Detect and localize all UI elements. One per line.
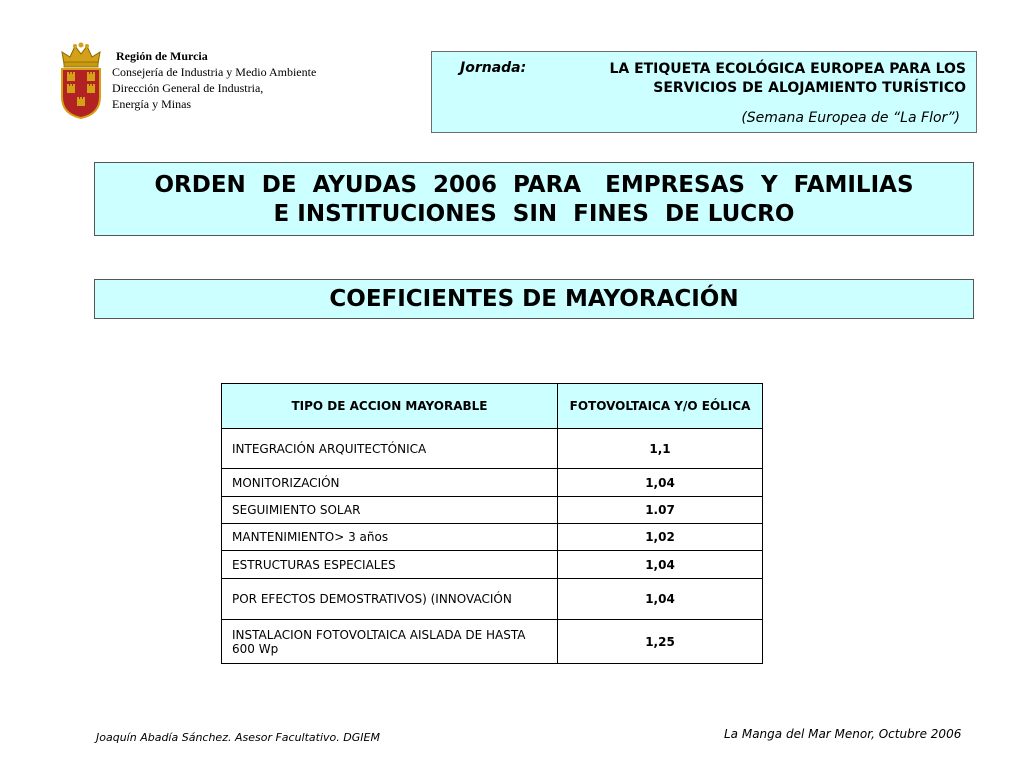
region-name: Región de Murcia: [116, 49, 208, 63]
main-title-box: [94, 162, 974, 236]
section-title-box: [94, 279, 974, 319]
coat-of-arms-murcia-icon: [58, 42, 104, 120]
value-cell: 1,25: [558, 620, 763, 664]
value-cell: 1,02: [558, 524, 763, 551]
footer-author: Joaquín Abadía Sánchez. Asesor Facultativo. DGIEM: [96, 731, 380, 744]
action-cell: ESTRUCTURAS ESPECIALES: [222, 551, 558, 579]
jornada-title-line: LA ETIQUETA ECOLÓGICA EUROPEA PARA LOS: [609, 61, 966, 77]
institution-line: Dirección General de Industria,: [112, 81, 264, 95]
action-cell: INSTALACION FOTOVOLTAICA AISLADA DE HASTA 600 Wp: [222, 620, 558, 664]
action-cell: MONITORIZACIÓN: [222, 469, 558, 497]
institution-block: [112, 48, 316, 112]
coefficients-table: [221, 383, 763, 664]
jornada-label: Jornada:: [460, 60, 527, 76]
jornada-title: [546, 60, 966, 98]
value-cell: 1,04: [558, 551, 763, 579]
main-title-line: ORDEN DE AYUDAS 2006 PARA EMPRESAS Y FAMILIAS: [154, 172, 914, 198]
table-row: [222, 497, 763, 524]
action-cell: MANTENIMIENTO> 3 años: [222, 524, 558, 551]
column-header-photovoltaic: FOTOVOLTAICA Y/O EÓLICA: [558, 384, 763, 429]
value-cell: 1,1: [558, 429, 763, 469]
table-row: [222, 551, 763, 579]
table-header-row: [222, 384, 763, 429]
table-row: [222, 620, 763, 664]
column-header-action: TIPO DE ACCION MAYORABLE: [222, 384, 558, 429]
table-row: [222, 524, 763, 551]
main-title-line: E INSTITUCIONES SIN FINES DE LUCRO: [273, 201, 795, 227]
table-row: [222, 429, 763, 469]
institution-line: Energía y Minas: [112, 97, 192, 111]
footer-place-date: La Manga del Mar Menor, Octubre 2006: [724, 727, 962, 741]
value-cell: 1.07: [558, 497, 763, 524]
action-cell: INTEGRACIÓN ARQUITECTÓNICA: [222, 429, 558, 469]
table-row: [222, 579, 763, 620]
action-cell: SEGUIMIENTO SOLAR: [222, 497, 558, 524]
section-title: COEFICIENTES DE MAYORACIÓN: [329, 286, 739, 312]
jornada-title-line: SERVICIOS DE ALOJAMIENTO TURÍSTICO: [653, 80, 966, 96]
action-cell: POR EFECTOS DEMOSTRATIVOS) (INNOVACIÓN: [222, 579, 558, 620]
value-cell: 1,04: [558, 579, 763, 620]
institution-line: Consejería de Industria y Medio Ambiente: [112, 65, 317, 79]
jornada-box: [431, 51, 977, 133]
table-row: [222, 469, 763, 497]
value-cell: 1,04: [558, 469, 763, 497]
jornada-subtitle: (Semana Europea de “La Flor”): [741, 110, 960, 126]
